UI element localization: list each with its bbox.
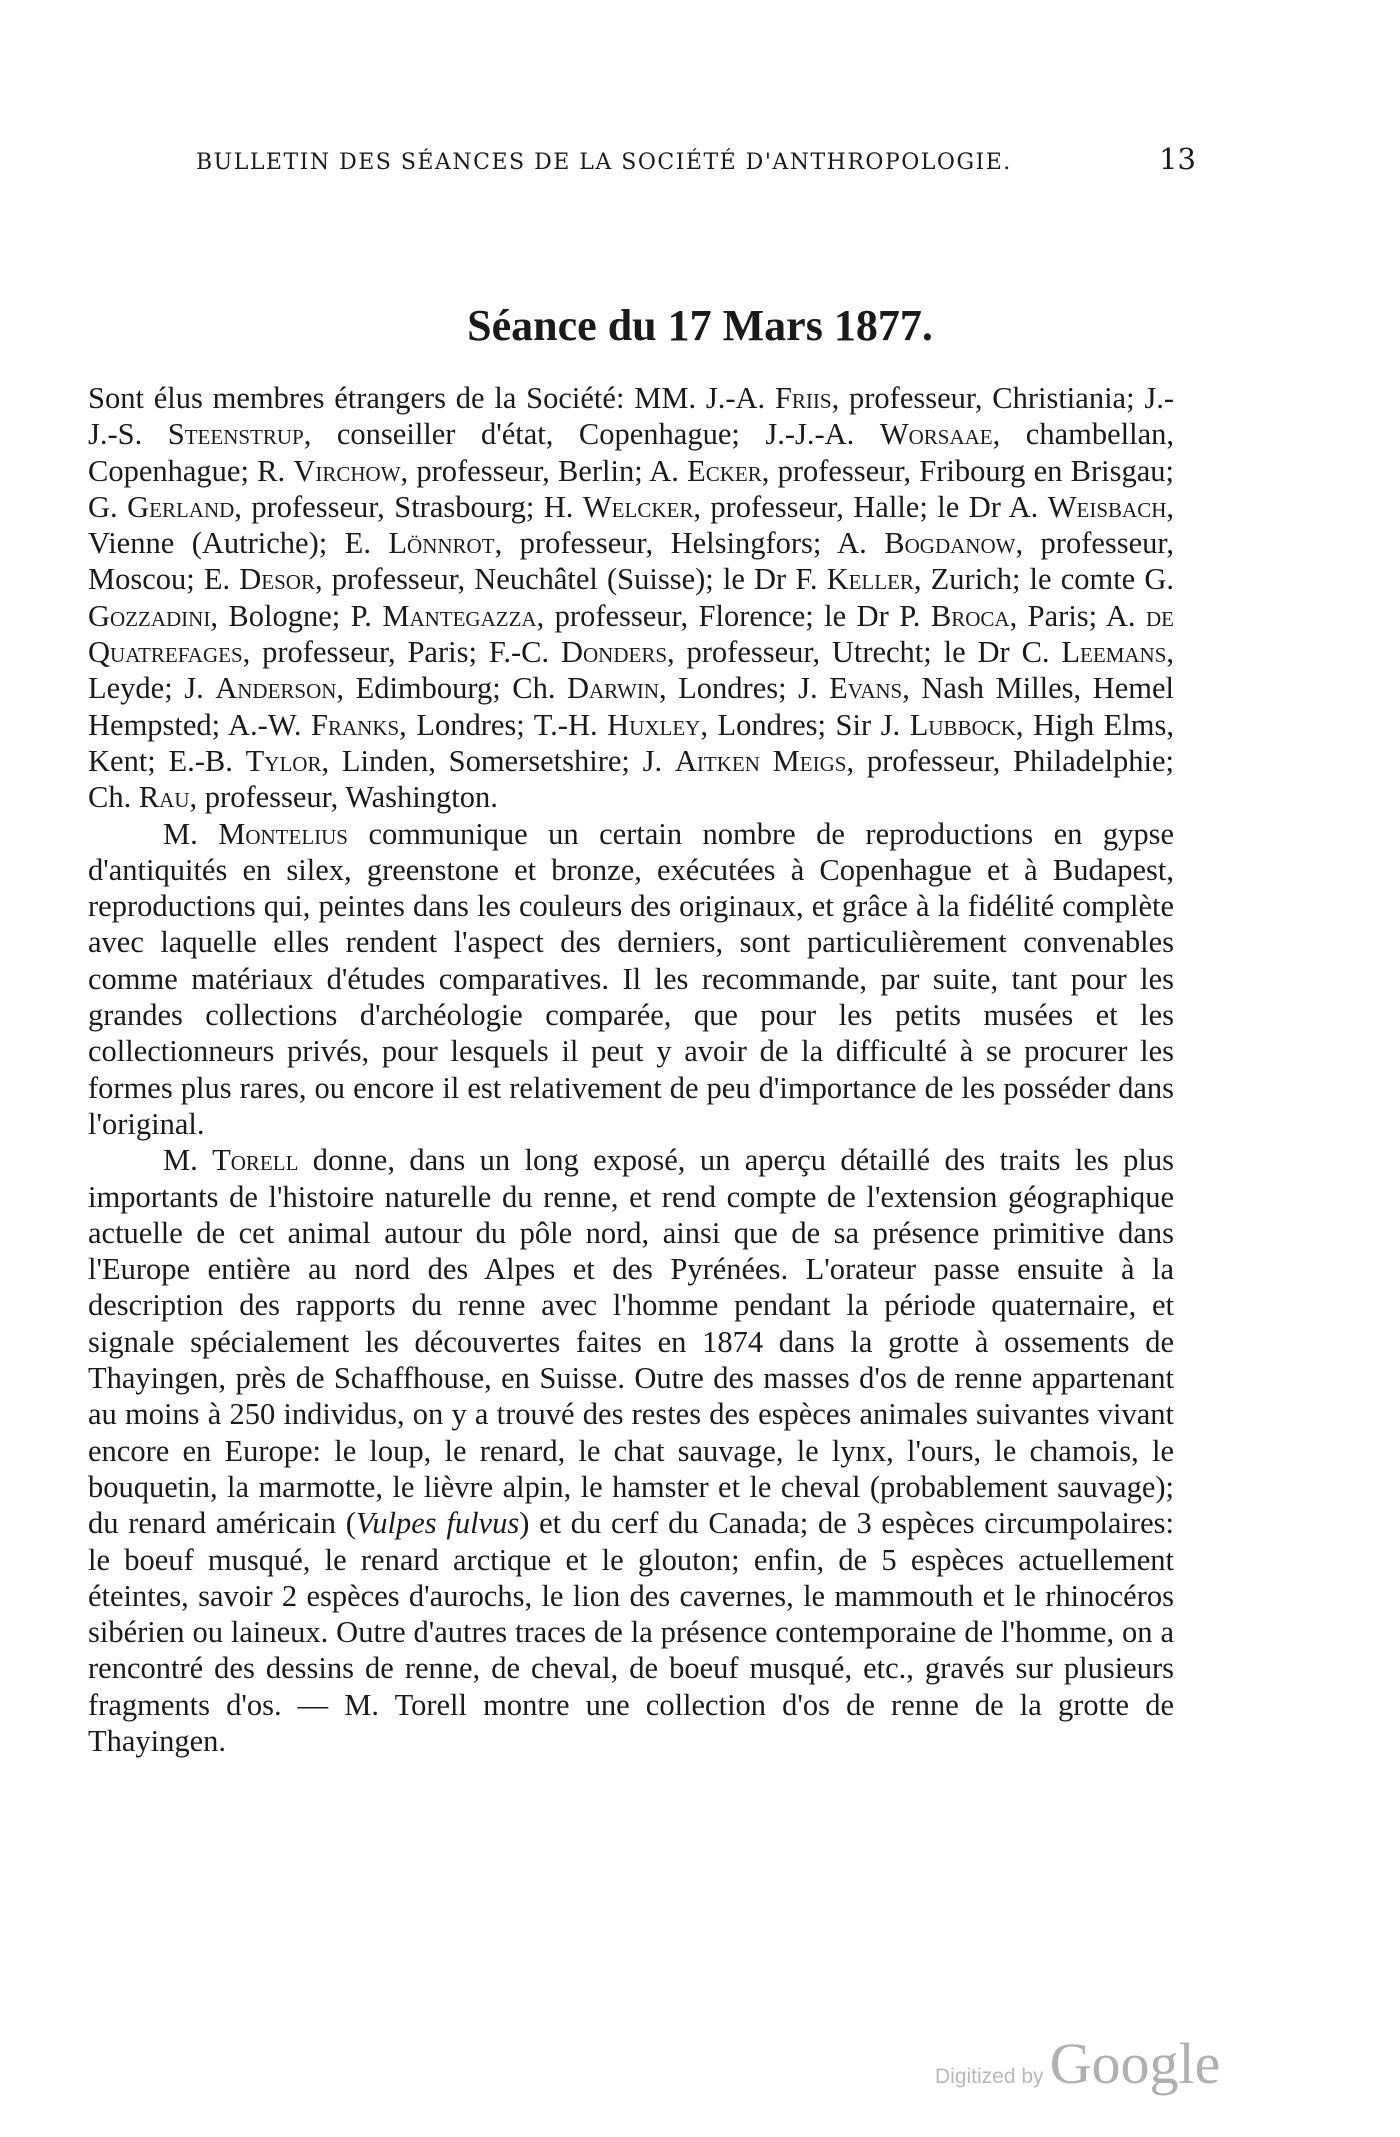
person-name: Torell (212, 1143, 299, 1178)
species-name: Vulpes fulvus (355, 1506, 520, 1541)
paragraph-torell (88, 1142, 1174, 1759)
text-run: , Londres; J. (659, 671, 830, 706)
digitized-by-label: Digitized by (935, 2065, 1044, 2088)
text-run: , Nash Milles, Hemel Hempsted; A.-W. (88, 671, 1174, 742)
text-run: , professeur, Paris; F.-C. (242, 635, 561, 670)
text-run: Sont élus membres étrangers de la Société: MM. J.-A. (88, 381, 775, 415)
person-name: Franks (311, 707, 400, 742)
paragraph-new-members (88, 380, 1174, 816)
text-run: , professeur, Helsingfors; A. (494, 526, 885, 561)
session-title: Séance du 17 Mars 1877. (467, 301, 933, 350)
person-name: Weisbach (1047, 489, 1167, 524)
text-run: , professeur, Berlin; A. (400, 453, 688, 488)
text-run: ) et du cerf du Canada; de 3 espèces circumpolaires: le boeuf musqué, le renard arctique et le glouton; enfin, de 5 espèces actuellement éteintes, savoir 2 espèces d'aurochs, le lion des cavernes, le mammouth et le rhinocéros sibérien ou laineux. Outre d'autres traces de la présence contemporaine de l'homme, on a rencontré des dessins de renne, de cheval, de boeuf musqué, etc., gravés sur plusieurs fragments d'os. — M. Torell montre une collection d'os de renne de la grotte de Thayingen. (88, 1506, 1174, 1758)
body-text (88, 380, 1174, 1759)
running-head (196, 142, 1196, 176)
text-run: , Vienne (Autriche); E. (88, 489, 1175, 561)
person-name: Donders (560, 635, 668, 670)
person-name: Mantegazza (382, 598, 537, 633)
text-run: M. (163, 1143, 213, 1178)
person-name: Aitken Meigs (674, 743, 847, 778)
paragraph-montelius (88, 816, 1174, 1143)
text-run: , professeur, Fribourg en Brisgau; G. (88, 453, 1174, 524)
text-run: donne, dans un long exposé, un aperçu détaillé des traits les plus importants de l'histoire naturelle du renne, et rend compte de l'extension géographique actuelle de cet animal autour du pôle nord, ainsi que de sa présence primitive dans l'Europe entière au nord des Alpes et des Pyrénées. L'orateur passe ensuite à la description des rapports du renne avec l'homme pendant la période quaternaire, et signale spécialement les découvertes faites en 1874 dans la grotte à ossements de Thayingen, près de Schaffhouse, en Suisse. Outre des masses d'os de renne appartenant au moins à 250 individus, on y a trouvé des restes des espèces animales suivantes vivant encore en Europe: le loup, le renard, le chat sauvage, le lynx, l'ours, le chamois, le bouquetin, la marmotte, le lièvre alpin, le hamster et le cheval (probablement sauvage); du renard américain ( (88, 1143, 1174, 1541)
text-run: , professeur, Moscou; E. (88, 526, 1174, 597)
person-name: Desor (239, 562, 315, 597)
person-name: Friis (774, 381, 832, 415)
person-name: Bogdanow (884, 526, 1016, 561)
text-run: , Zurich; le comte G. (913, 562, 1174, 597)
person-name: Broca (930, 598, 1010, 633)
text-run: M. (163, 816, 219, 851)
person-name: Steenstrup (167, 417, 304, 452)
person-name: de Quatrefages (88, 598, 1174, 670)
person-name: Ecker (687, 453, 762, 488)
text-run: , chambellan, Copenhague; R. (88, 417, 1174, 488)
person-name: Montelius (218, 816, 348, 851)
person-name: Tylor (245, 743, 322, 778)
person-name: Virchow (293, 453, 401, 488)
person-name: Huxley (607, 707, 701, 742)
text-run: communique un certain nombre de reproductions en gypse d'antiquités en silex, greenstone et bronze, exécutées à Copenhague et à Budapest, reproductions qui, peintes dans les couleurs des originaux, et grâce à la fidélité complète avec laquelle elles rendent l'aspect des derniers, sont particulièrement convenables comme matériaux d'études comparatives. Il les recommande, par suite, tant pour les grandes collections d'archéologie comparée, que pour les petits musées et les collectionneurs privés, pour lesquels il peut y avoir de la difficulté à se procurer les formes plus rares, ou encore il est relativement de peu d'importance de les posséder dans l'original. (88, 816, 1174, 1141)
text-run: , Leyde; J. (88, 635, 1175, 706)
text-run: , professeur, Halle; le Dr A. (693, 489, 1048, 524)
person-name: Gerland (127, 489, 235, 524)
text-run: , Londres; Sir J. (700, 707, 910, 742)
text-run: , professeur, Strasbourg; H. (234, 489, 583, 524)
text-run: , Linden, Somersetshire; J. (321, 743, 675, 778)
text-run: , professeur, Christiania; J.-J.-S. (88, 381, 1174, 452)
text-run: , professeur, Washington. (189, 780, 498, 815)
person-name: Leemans (1061, 635, 1167, 670)
page-number: 13 (1159, 142, 1196, 176)
text-run: , Edimbourg; Ch. (336, 671, 567, 706)
person-name: Anderson (215, 671, 337, 706)
person-name: Gozzadini (88, 598, 211, 633)
text-run: , professeur, Florence; le Dr P. (536, 598, 931, 633)
text-run: , professeur, Philadelphie; Ch. (88, 743, 1174, 815)
digitized-watermark (935, 2030, 1220, 2097)
person-name: Lönnrot (388, 526, 495, 561)
person-name: Worsaae (879, 417, 993, 452)
text-run: , High Elms, Kent; E.-B. (88, 707, 1175, 778)
text-run: , professeur, Utrecht; le Dr C. (667, 635, 1062, 670)
running-title: BULLETIN DES SÉANCES DE LA SOCIÉTÉ D'ANTHROPOLOGIE. (196, 150, 1012, 175)
person-name: Keller (826, 562, 914, 597)
person-name: Evans (829, 671, 903, 706)
person-name: Rau (138, 780, 190, 815)
text-run: , Paris; A. (1009, 598, 1146, 633)
text-run: , conseiller d'état, Copenhague; J.-J.-A. (303, 417, 880, 452)
google-logo: Google (1049, 2031, 1221, 2096)
text-run: , Bologne; P. (210, 598, 383, 633)
text-run: , professeur, Neuchâtel (Suisse); le Dr F. (314, 562, 827, 597)
person-name: Lubbock (909, 707, 1016, 742)
person-name: Welcker (582, 489, 694, 524)
person-name: Darwin (566, 671, 660, 706)
text-run: , Londres; T.-H. (399, 707, 608, 742)
